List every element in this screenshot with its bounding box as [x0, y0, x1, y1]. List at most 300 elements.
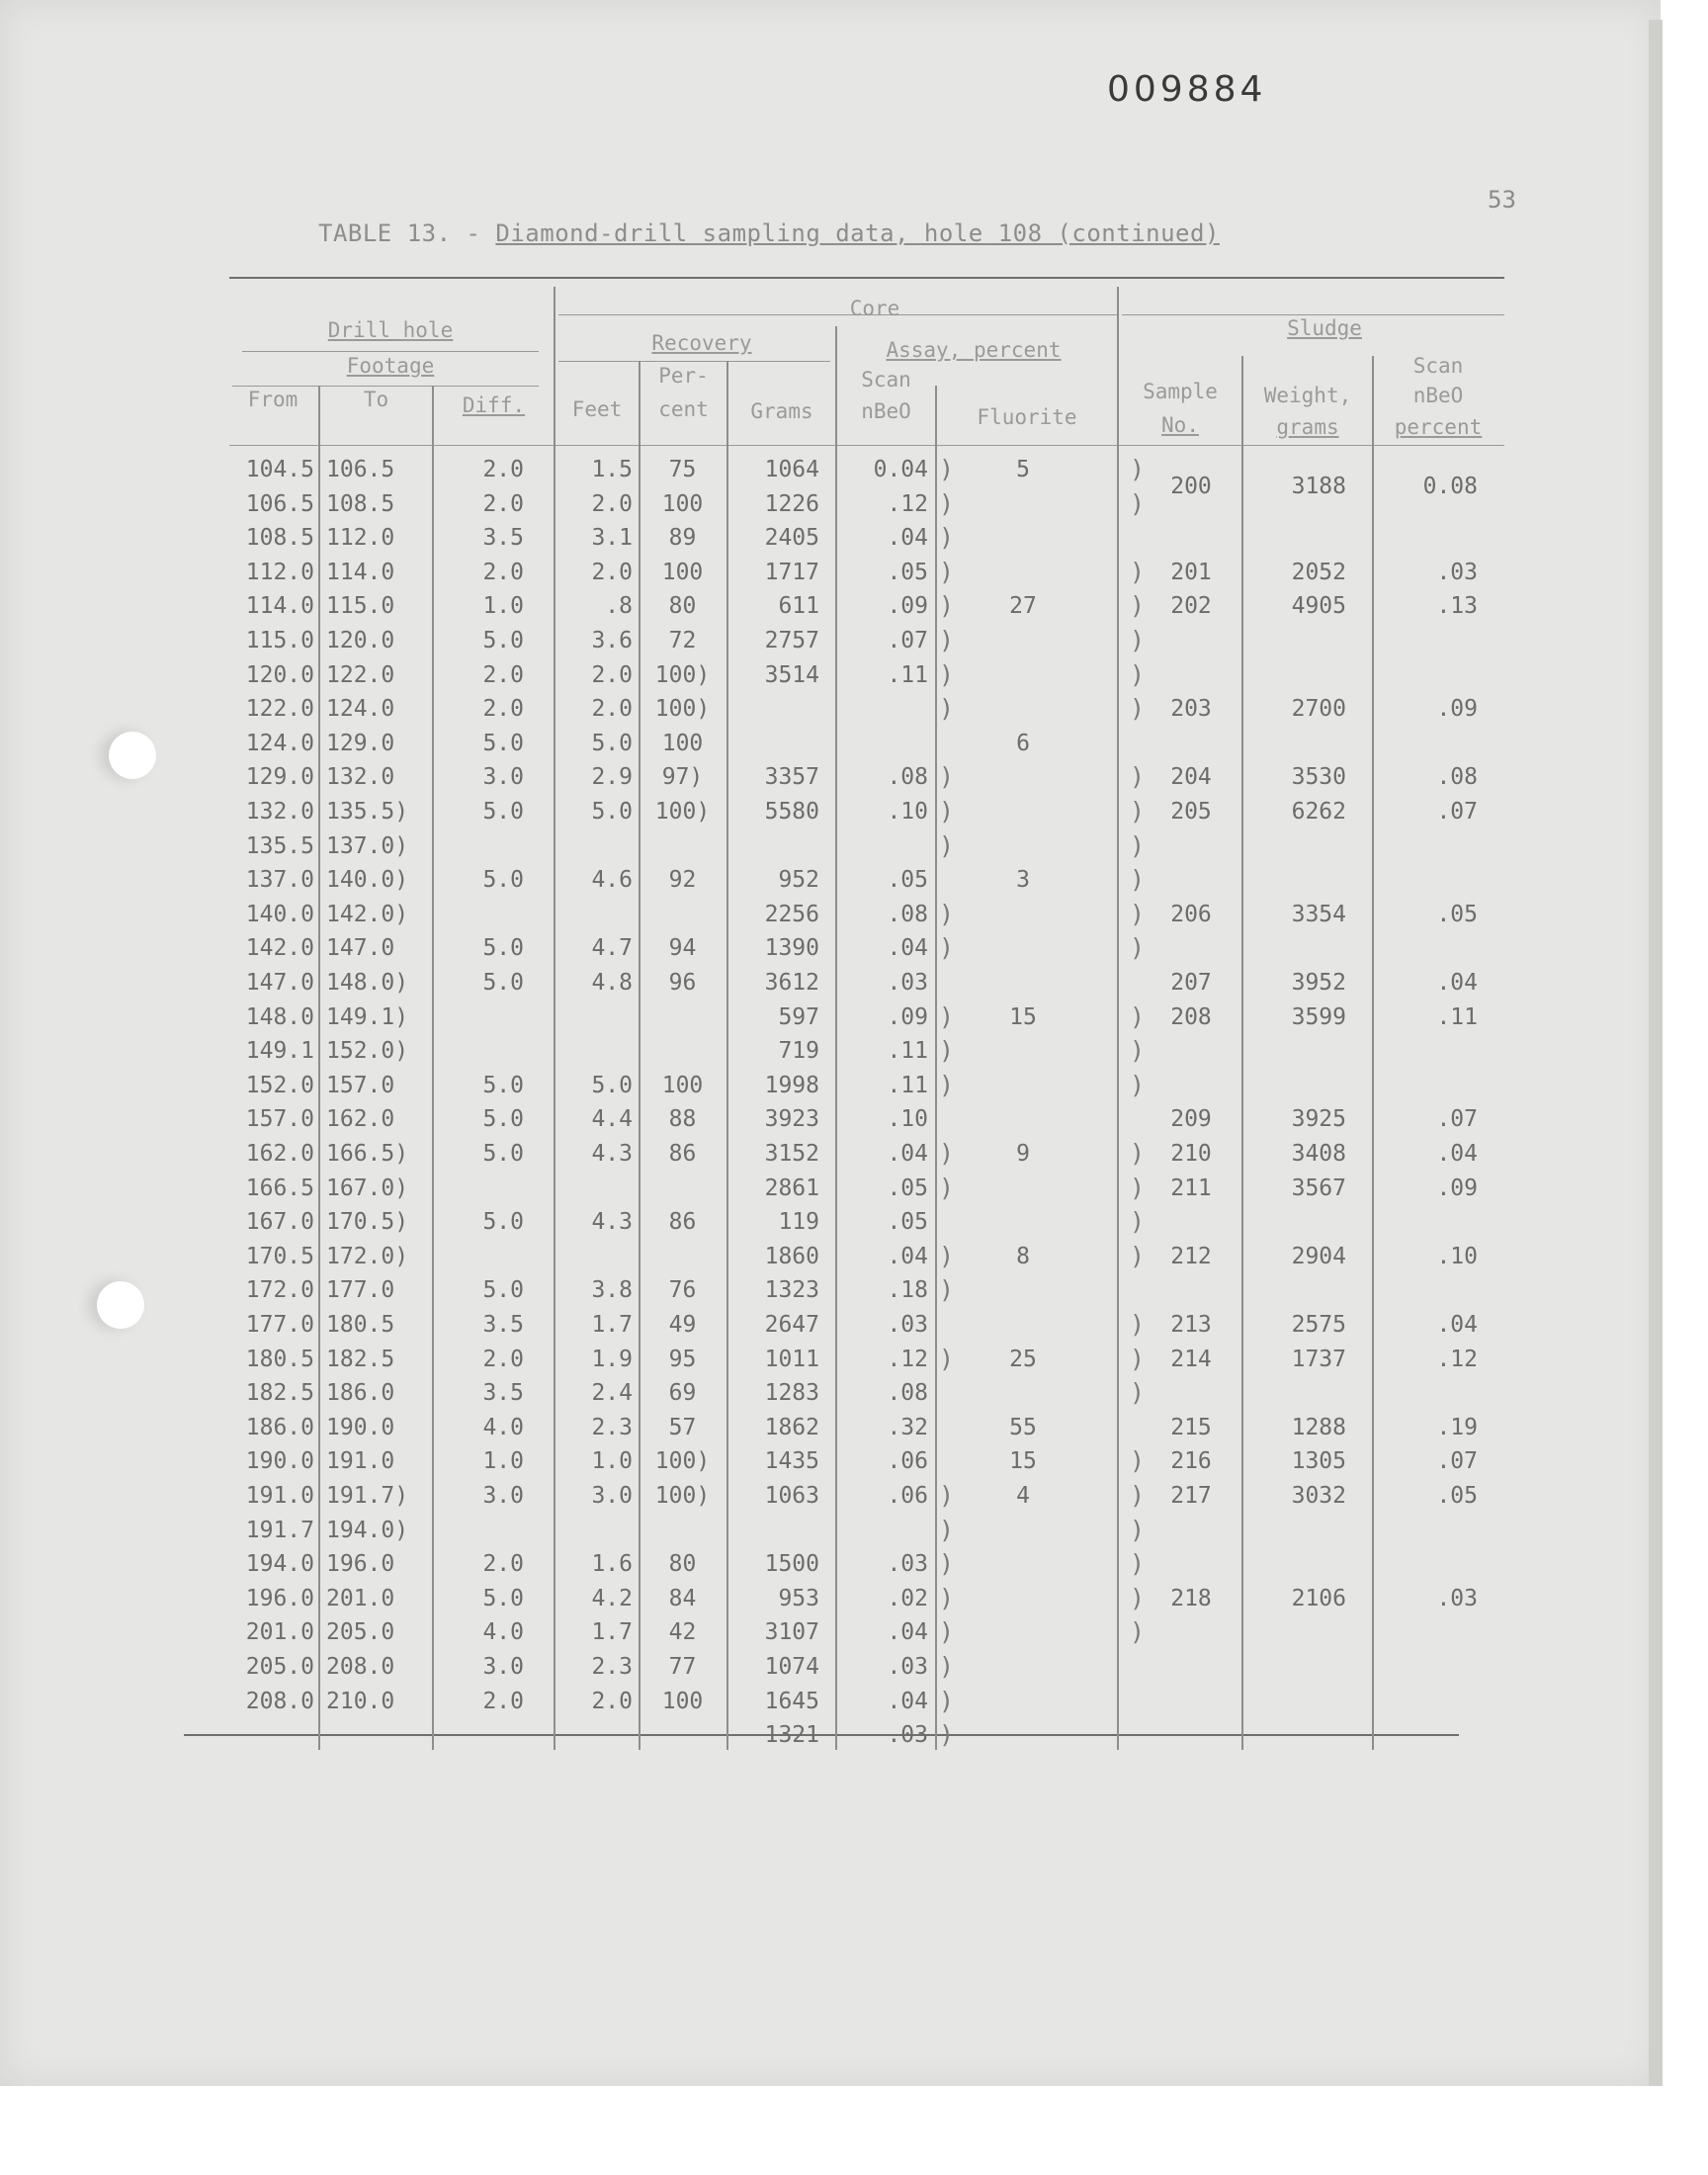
header-core: Core — [849, 297, 900, 320]
brace-mark: ) — [1130, 865, 1146, 895]
cell-from: 142.0 — [245, 935, 314, 962]
cell-weight: 3925 — [1291, 1106, 1346, 1133]
brace-mark: ) — [939, 899, 955, 928]
cell-grams: 719 — [778, 1038, 819, 1065]
brace-mark: ) — [1130, 1173, 1146, 1202]
footage-rule — [232, 386, 539, 387]
cell-sample-no: 208 — [1170, 1003, 1212, 1030]
cell-sludge-scan: .03 — [1436, 559, 1478, 585]
cell-scan: .11 — [887, 1072, 928, 1098]
cell-feet: 4.4 — [591, 1106, 633, 1133]
cell-scan: .08 — [887, 764, 928, 791]
cell-grams: 2405 — [764, 525, 819, 552]
cell-scan: .18 — [887, 1277, 928, 1304]
brace-mark: ) — [939, 1652, 955, 1681]
header-from: From — [247, 388, 299, 411]
cell-diff: 5.0 — [482, 1585, 524, 1611]
cell-diff: 5.0 — [482, 935, 524, 962]
cell-grams: 1860 — [764, 1243, 819, 1269]
cell-weight: 1737 — [1291, 1346, 1346, 1372]
cell-from: 167.0 — [245, 1209, 314, 1236]
cell-from: 190.0 — [245, 1448, 314, 1475]
cell-weight: 3408 — [1291, 1141, 1346, 1167]
cell-from: 114.0 — [245, 593, 314, 620]
cell-feet: 4.6 — [591, 867, 633, 894]
cell-sample-no: 218 — [1170, 1585, 1212, 1611]
table-top-rule — [229, 277, 1504, 279]
cell-to: 170.5) — [326, 1209, 409, 1236]
cell-scan: .11 — [887, 1038, 928, 1065]
punch-hole — [97, 1281, 144, 1329]
cell-sample-no: 212 — [1170, 1243, 1212, 1269]
cell-feet: 1.9 — [591, 1346, 633, 1372]
brace-mark: ) — [939, 1515, 955, 1544]
cell-from: 157.0 — [245, 1106, 314, 1133]
cell-feet: 1.7 — [591, 1312, 633, 1338]
sludge-rule — [1122, 314, 1504, 315]
cell-sample-no: 205 — [1170, 799, 1212, 825]
cell-diff: 5.0 — [482, 799, 524, 825]
cell-from: 194.0 — [245, 1551, 314, 1578]
cell-grams: 1323 — [764, 1277, 819, 1304]
cell-feet: 4.3 — [591, 1209, 633, 1236]
cell-pct: 96 — [668, 970, 697, 996]
cell-fluorite: 15 — [1009, 1448, 1037, 1475]
brace-mark: ) — [1130, 1139, 1146, 1168]
cell-pct: 80 — [668, 1551, 697, 1578]
cell-pct: 42 — [668, 1619, 697, 1646]
cell-grams: 1063 — [764, 1483, 819, 1509]
cell-to: 140.0) — [326, 867, 409, 894]
cell-fluorite: 9 — [1016, 1141, 1030, 1167]
cell-feet: 1.0 — [591, 1448, 633, 1475]
cell-to: 152.0) — [326, 1038, 409, 1065]
cell-scan: .05 — [887, 867, 928, 894]
cell-feet: 3.8 — [591, 1277, 633, 1304]
cell-grams: 1435 — [764, 1448, 819, 1475]
cell-from: 208.0 — [245, 1688, 314, 1714]
cell-diff: 2.0 — [482, 490, 524, 517]
cell-from: 104.5 — [245, 457, 314, 482]
cell-feet: 4.7 — [591, 935, 633, 962]
cell-to: 112.0 — [326, 525, 395, 552]
cell-to: 191.0 — [326, 1448, 395, 1475]
header-diff: Diff. — [462, 393, 526, 417]
cell-pct: 94 — [668, 935, 697, 962]
header-weight-grams: grams — [1276, 415, 1339, 439]
brace-mark: ) — [939, 455, 955, 483]
cell-diff: 5.0 — [482, 867, 524, 894]
brace-mark: ) — [939, 933, 955, 963]
cell-from: 196.0 — [245, 1585, 314, 1611]
cell-to: 147.0 — [326, 935, 395, 962]
cell-scan: .10 — [887, 1106, 928, 1133]
cell-to: 124.0 — [326, 696, 395, 723]
cell-weight: 3188 — [1291, 474, 1346, 500]
cell-sludge-scan: .04 — [1436, 1141, 1478, 1167]
cell-grams: 1074 — [764, 1654, 819, 1680]
cell-feet: 3.6 — [591, 628, 633, 653]
cell-sludge-scan: .11 — [1436, 1003, 1478, 1030]
cell-grams: 1321 — [764, 1722, 819, 1749]
brace-mark: ) — [1130, 797, 1146, 826]
cell-to: 129.0 — [326, 730, 395, 756]
cell-pct: 57 — [668, 1414, 697, 1440]
cell-pct: 100) — [654, 799, 711, 825]
cell-scan: .03 — [887, 1312, 928, 1338]
brace-mark: ) — [1130, 933, 1146, 963]
cell-fluorite: 4 — [1016, 1483, 1030, 1509]
header-footage: Footage — [346, 354, 435, 378]
cell-sample-no: 215 — [1170, 1414, 1212, 1440]
page-number: 53 — [1488, 186, 1516, 214]
brace-mark: ) — [1130, 1070, 1146, 1099]
brace-mark: ) — [939, 488, 955, 518]
header-sludge-nbeo: nBeO — [1412, 384, 1464, 407]
cell-to: 167.0) — [326, 1174, 409, 1201]
cell-from: 166.5 — [245, 1174, 314, 1201]
drill-hole-rule — [242, 351, 539, 352]
cell-diff: 2.0 — [482, 1688, 524, 1714]
col-divider — [1241, 356, 1243, 1750]
cell-grams: 5580 — [764, 799, 819, 825]
cell-scan: .09 — [887, 1003, 928, 1030]
brace-mark: ) — [1130, 694, 1146, 724]
cell-sample-no: 217 — [1170, 1483, 1212, 1509]
cell-sludge-scan: .04 — [1436, 970, 1478, 996]
cell-pct: 75 — [668, 457, 697, 482]
cell-weight: 4905 — [1291, 593, 1346, 620]
cell-feet: 2.0 — [591, 559, 633, 585]
cell-from: 108.5 — [245, 525, 314, 552]
cell-from: 177.0 — [245, 1312, 314, 1338]
cell-feet: 1.5 — [591, 457, 633, 482]
brace-mark: ) — [939, 523, 955, 553]
brace-mark: ) — [1130, 488, 1146, 518]
brace-mark: ) — [939, 1139, 955, 1168]
cell-diff: 3.0 — [482, 1483, 524, 1509]
table-bottom-rule — [184, 1734, 1459, 1736]
cell-diff: 2.0 — [482, 1551, 524, 1578]
cell-scan: 0.04 — [873, 457, 928, 482]
cell-pct: 100) — [654, 661, 711, 688]
cell-scan: .03 — [887, 1551, 928, 1578]
cell-from: 122.0 — [245, 696, 314, 723]
cell-to: 166.5) — [326, 1141, 409, 1167]
cell-scan: .02 — [887, 1585, 928, 1611]
cell-to: 191.7) — [326, 1483, 409, 1509]
cell-to: 210.0 — [326, 1688, 395, 1714]
brace-mark: ) — [1130, 1515, 1146, 1544]
cell-scan: .10 — [887, 799, 928, 825]
cell-from: 120.0 — [245, 661, 314, 688]
brace-mark: ) — [939, 1720, 955, 1750]
header-weight: Weight, — [1263, 384, 1352, 407]
cell-fluorite: 15 — [1009, 1003, 1037, 1030]
cell-diff: 2.0 — [482, 457, 524, 482]
cell-from: 180.5 — [245, 1346, 314, 1372]
cell-sludge-scan: 0.08 — [1422, 474, 1478, 500]
brace-mark: ) — [1130, 1036, 1146, 1066]
cell-diff: 5.0 — [482, 1209, 524, 1236]
brace-mark: ) — [939, 557, 955, 586]
cell-sludge-scan: .09 — [1436, 696, 1478, 723]
cell-from: 106.5 — [245, 490, 314, 517]
header-assay-percent: Assay, percent — [886, 338, 1062, 362]
cell-sample-no: 203 — [1170, 696, 1212, 723]
cell-sludge-scan: .07 — [1436, 1106, 1478, 1133]
brace-mark: ) — [1130, 1583, 1146, 1612]
brace-mark: ) — [1130, 557, 1146, 586]
header-sludge-percent: percent — [1394, 415, 1483, 439]
cell-from: 162.0 — [245, 1141, 314, 1167]
brace-mark: ) — [1130, 626, 1146, 654]
cell-pct: 100 — [661, 490, 704, 517]
cell-scan: .08 — [887, 901, 928, 927]
cell-grams: 1390 — [764, 935, 819, 962]
cell-pct: 69 — [668, 1380, 697, 1407]
brace-mark: ) — [939, 626, 955, 654]
cell-scan: .04 — [887, 1688, 928, 1714]
brace-mark: ) — [1130, 1207, 1146, 1237]
cell-feet: 2.0 — [591, 696, 633, 723]
cell-from: 112.0 — [245, 559, 314, 585]
cell-scan: .05 — [887, 1174, 928, 1201]
cell-weight: 2904 — [1291, 1243, 1346, 1269]
cell-to: 135.5) — [326, 799, 409, 825]
cell-feet: 5.0 — [591, 1072, 633, 1098]
brace-mark: ) — [939, 1617, 955, 1647]
cell-fluorite: 6 — [1016, 730, 1030, 756]
col-divider — [1117, 287, 1119, 1750]
cell-sludge-scan: .05 — [1436, 1483, 1478, 1509]
cell-grams: 1226 — [764, 490, 819, 517]
brace-mark: ) — [1130, 1241, 1146, 1270]
table-title — [318, 219, 1220, 247]
cell-from: 135.5 — [245, 832, 314, 859]
cell-feet: 5.0 — [591, 799, 633, 825]
brace-mark: ) — [939, 1173, 955, 1202]
cell-diff: 3.0 — [482, 1654, 524, 1680]
cell-pct: 100) — [654, 1483, 711, 1509]
cell-grams: 2861 — [764, 1174, 819, 1201]
cell-diff: 4.0 — [482, 1414, 524, 1440]
cell-scan: .09 — [887, 593, 928, 620]
cell-sludge-scan: .19 — [1436, 1414, 1478, 1440]
cell-grams: 1064 — [764, 457, 819, 482]
cell-pct: 97) — [661, 764, 704, 791]
cell-grams: 3923 — [764, 1106, 819, 1133]
cell-diff: 3.5 — [482, 525, 524, 552]
cell-to: 114.0 — [326, 559, 395, 585]
cell-scan: .12 — [887, 490, 928, 517]
cell-grams: 3107 — [764, 1619, 819, 1646]
cell-fluorite: 5 — [1016, 457, 1030, 482]
cell-pct: 49 — [668, 1312, 697, 1338]
cell-sample-no: 214 — [1170, 1346, 1212, 1372]
cell-feet: 3.0 — [591, 1483, 633, 1509]
brace-mark: ) — [939, 1241, 955, 1270]
cell-diff: 1.0 — [482, 1448, 524, 1475]
cell-to: 115.0 — [326, 593, 395, 620]
cell-diff: 5.0 — [482, 730, 524, 756]
cell-diff: 2.0 — [482, 696, 524, 723]
brace-mark: ) — [1130, 1446, 1146, 1476]
cell-sludge-scan: .09 — [1436, 1174, 1478, 1201]
cell-to: 172.0) — [326, 1243, 409, 1269]
brace-mark: ) — [939, 1549, 955, 1579]
cell-grams: 611 — [778, 593, 819, 620]
cell-sludge-scan: .05 — [1436, 901, 1478, 927]
cell-feet: 1.6 — [591, 1551, 633, 1578]
cell-weight: 2052 — [1291, 559, 1346, 585]
cell-grams: 2647 — [764, 1312, 819, 1338]
cell-from: 149.1 — [245, 1038, 314, 1065]
cell-fluorite: 3 — [1016, 867, 1030, 894]
brace-mark: ) — [939, 1481, 955, 1510]
cell-diff: 5.0 — [482, 1106, 524, 1133]
cell-scan: .04 — [887, 1619, 928, 1646]
header-no: No. — [1161, 413, 1199, 437]
cell-from: 148.0 — [245, 1003, 314, 1030]
cell-scan: .11 — [887, 661, 928, 688]
cell-scan: .12 — [887, 1346, 928, 1372]
cell-pct: 72 — [668, 628, 697, 653]
cell-feet: 2.3 — [591, 1414, 633, 1440]
cell-to: 182.5 — [326, 1346, 395, 1372]
cell-weight: 3952 — [1291, 970, 1346, 996]
cell-weight: 3567 — [1291, 1174, 1346, 1201]
cell-grams: 953 — [778, 1585, 819, 1611]
cell-sludge-scan: .07 — [1436, 1448, 1478, 1475]
cell-pct: 89 — [668, 525, 697, 552]
cell-sludge-scan: .07 — [1436, 799, 1478, 825]
page-edge — [1649, 20, 1663, 2086]
cell-feet: 2.3 — [591, 1654, 633, 1680]
cell-grams: 3357 — [764, 764, 819, 791]
cell-to: 132.0 — [326, 764, 395, 791]
header-sludge-scan: Scan — [1412, 354, 1464, 378]
cell-pct: 100) — [654, 1448, 711, 1475]
cell-diff: 5.0 — [482, 970, 524, 996]
cell-weight: 2575 — [1291, 1312, 1346, 1338]
cell-to: 137.0) — [326, 832, 409, 859]
brace-mark: ) — [939, 694, 955, 724]
stamp-number: 009884 — [1107, 69, 1267, 110]
cell-pct: 100 — [661, 730, 704, 756]
brace-mark: ) — [939, 1344, 955, 1373]
cell-feet: .8 — [605, 593, 633, 620]
header-sample: Sample — [1143, 380, 1218, 403]
cell-pct: 100 — [661, 1688, 704, 1714]
cell-feet: 4.8 — [591, 970, 633, 996]
cell-grams: 1283 — [764, 1380, 819, 1407]
header-sludge: Sludge — [1287, 316, 1362, 340]
cell-to: 162.0 — [326, 1106, 395, 1133]
cell-weight: 1288 — [1291, 1414, 1346, 1440]
brace-mark: ) — [939, 830, 955, 860]
cell-grams: 1500 — [764, 1551, 819, 1578]
cell-scan: .03 — [887, 1722, 928, 1749]
cell-to: 149.1) — [326, 1003, 409, 1030]
cell-from: 182.5 — [245, 1380, 314, 1407]
header-nbeo: nBeO — [861, 399, 911, 423]
brace-mark: ) — [939, 591, 955, 621]
cell-to: 194.0) — [326, 1517, 409, 1543]
cell-feet: 2.0 — [591, 661, 633, 688]
header-scan: Scan — [861, 368, 911, 392]
brace-mark: ) — [1130, 1001, 1146, 1031]
cell-feet: 3.1 — [591, 525, 633, 552]
cell-weight: 2700 — [1291, 696, 1346, 723]
cell-diff: 3.5 — [482, 1312, 524, 1338]
cell-to: 190.0 — [326, 1414, 395, 1440]
cell-sample-no: 201 — [1170, 559, 1212, 585]
cell-diff: 3.0 — [482, 764, 524, 791]
cell-weight: 1305 — [1291, 1448, 1346, 1475]
cell-grams: 1862 — [764, 1414, 819, 1440]
cell-sample-no: 206 — [1170, 901, 1212, 927]
cell-to: 157.0 — [326, 1072, 395, 1098]
cell-feet: 2.9 — [591, 764, 633, 791]
cell-grams: 2256 — [764, 901, 819, 927]
cell-feet: 2.0 — [591, 490, 633, 517]
cell-to: 106.5 — [326, 457, 395, 482]
cell-from: 186.0 — [245, 1414, 314, 1440]
cell-to: 148.0) — [326, 970, 409, 996]
cell-to: 108.5 — [326, 490, 395, 517]
cell-scan: .04 — [887, 935, 928, 962]
cell-from: 147.0 — [245, 970, 314, 996]
brace-mark: ) — [1130, 1549, 1146, 1579]
cell-feet: 5.0 — [591, 730, 633, 756]
cell-pct: 92 — [668, 867, 697, 894]
cell-diff: 2.0 — [482, 1346, 524, 1372]
cell-scan: .32 — [887, 1414, 928, 1440]
cell-feet: 1.7 — [591, 1619, 633, 1646]
cell-weight: 3599 — [1291, 1003, 1346, 1030]
cell-grams: 1011 — [764, 1346, 819, 1372]
cell-sample-no: 204 — [1170, 764, 1212, 791]
brace-mark: ) — [939, 762, 955, 792]
cell-from: 115.0 — [245, 628, 314, 653]
cell-sludge-scan: .10 — [1436, 1243, 1478, 1269]
cell-sludge-scan: .13 — [1436, 593, 1478, 620]
cell-grams: 952 — [778, 867, 819, 894]
cell-pct: 84 — [668, 1585, 697, 1611]
brace-mark: ) — [939, 1275, 955, 1305]
cell-to: 122.0 — [326, 661, 395, 688]
cell-sample-no: 209 — [1170, 1106, 1212, 1133]
brace-mark: ) — [1130, 591, 1146, 621]
cell-grams: 597 — [778, 1003, 819, 1030]
cell-fluorite: 55 — [1009, 1414, 1037, 1440]
cell-sample-no: 213 — [1170, 1312, 1212, 1338]
cell-pct: 86 — [668, 1141, 697, 1167]
cell-from: 140.0 — [245, 901, 314, 927]
header-fluorite: Fluorite — [977, 405, 1077, 429]
cell-to: 186.0 — [326, 1380, 395, 1407]
cell-grams: 1998 — [764, 1072, 819, 1098]
cell-weight: 3032 — [1291, 1483, 1346, 1509]
cell-grams: 3152 — [764, 1141, 819, 1167]
brace-mark: ) — [939, 797, 955, 826]
brace-mark: ) — [1130, 1617, 1146, 1647]
cell-weight: 3530 — [1291, 764, 1346, 791]
header-drill-hole: Drill hole — [327, 318, 454, 342]
cell-pct: 100) — [654, 696, 711, 723]
cell-weight: 3354 — [1291, 901, 1346, 927]
